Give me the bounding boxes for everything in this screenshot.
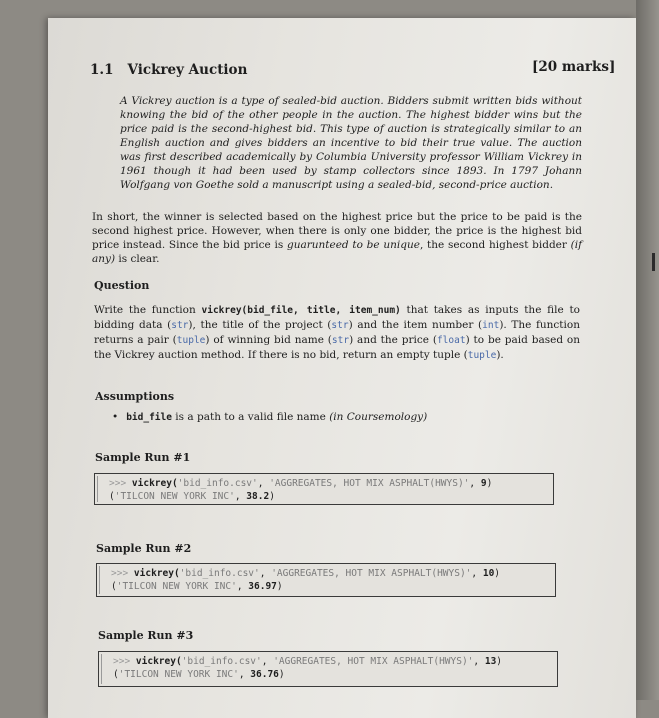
margin-mark — [652, 253, 655, 271]
question-text: ) and the price ( — [349, 334, 437, 346]
type-code: str — [331, 335, 350, 346]
code-prompt: >>> — [109, 478, 127, 489]
code-out-name: 'TILCON NEW YORK INC' — [118, 669, 239, 680]
code-arg-title: 'AGGREGATES, HOT MIX ASPHALT(HWYS)' — [273, 656, 474, 667]
code-arg-num: 10 — [482, 568, 495, 579]
code-out-close: ) — [276, 581, 283, 592]
function-signature: vickrey(bid_file, title, item_num) — [201, 305, 401, 316]
question-text: ), the title of the project ( — [188, 319, 332, 331]
sample-run-heading: Sample Run #3 — [98, 629, 194, 642]
type-code: str — [171, 320, 189, 331]
sample-run-heading: Sample Run #1 — [95, 451, 191, 464]
code-sep: , — [469, 478, 481, 489]
question-paragraph — [94, 303, 580, 363]
type-code: str — [331, 320, 349, 331]
summary-paragraph — [92, 210, 582, 266]
type-code: tuple — [467, 350, 497, 361]
type-code: float — [436, 335, 466, 346]
code-function: vickrey( — [133, 568, 180, 579]
code-function: vickrey( — [131, 478, 178, 489]
marks-label: [20 marks] — [532, 59, 616, 75]
assumption-code: bid_file — [126, 412, 172, 423]
type-code: int — [482, 320, 500, 331]
summary-text: In short, the winner is selected based on the highest price but the price to be paid is the second highest price. However, when there is only one bidder, the price is the highest bid price instead. Since the bid price is — [92, 211, 582, 251]
assumption-item — [112, 411, 427, 423]
type-code: tuple — [176, 335, 206, 346]
code-out-close: ) — [278, 669, 285, 680]
page-edge — [636, 0, 659, 700]
question-text: Write the function — [94, 304, 202, 316]
code-output-line — [111, 580, 549, 593]
code-prompt: >>> — [111, 568, 129, 579]
code-out-name: 'TILCON NEW YORK INC' — [114, 491, 235, 502]
sample-run-code — [96, 563, 556, 597]
question-text: ). — [496, 349, 504, 361]
section-heading — [90, 62, 247, 78]
question-text: ). The function returns a pair ( — [94, 319, 580, 346]
summary-text: is clear. — [115, 253, 160, 265]
sample-run-heading: Sample Run #2 — [96, 542, 192, 555]
code-sep: , — [257, 478, 270, 489]
question-text: ) and the item number ( — [348, 319, 483, 331]
assumptions-heading: Assumptions — [95, 390, 175, 403]
code-arg-file: 'bid_info.csv' — [179, 568, 260, 579]
code-sep: , — [236, 581, 249, 592]
bullet-icon: • — [112, 411, 119, 423]
code-call-line — [113, 655, 551, 668]
sample-run-code — [94, 473, 554, 505]
code-output-line — [109, 490, 547, 503]
summary-text: , the second highest bidder — [419, 239, 571, 251]
code-out-open: ( — [111, 581, 117, 592]
code-arg-title: 'AGGREGATES, HOT MIX ASPHALT(HWYS)' — [271, 568, 472, 579]
code-sep: , — [471, 568, 483, 579]
code-sep: , — [238, 669, 251, 680]
assumption-note: (in Coursemology) — [329, 411, 428, 423]
code-out-price: 36.97 — [248, 581, 277, 592]
code-arg-num: 13 — [484, 656, 497, 667]
code-out-close: ) — [269, 491, 275, 502]
code-out-price: 36.76 — [250, 669, 279, 680]
code-arg-file: 'bid_info.csv' — [177, 478, 258, 489]
code-sep: , — [473, 656, 485, 667]
code-arg-title: 'AGGREGATES, HOT MIX ASPHALT(HWYS)' — [269, 478, 470, 489]
code-close: ) — [494, 568, 501, 579]
sample-run-code — [98, 651, 558, 687]
code-function: vickrey( — [135, 656, 182, 667]
code-prompt: >>> — [113, 656, 131, 667]
code-arg-num: 9 — [480, 478, 487, 489]
code-out-name: 'TILCON NEW YORK INC' — [116, 581, 237, 592]
section-number: 1.1 — [90, 62, 114, 78]
code-sep: , — [234, 491, 247, 502]
code-arg-file: 'bid_info.csv' — [181, 656, 262, 667]
code-call-line — [109, 477, 547, 490]
assumption-text: is a path to a valid file name — [171, 411, 330, 423]
code-call-line — [111, 567, 549, 580]
code-gutter — [97, 476, 103, 502]
question-heading: Question — [94, 279, 150, 292]
code-gutter — [101, 654, 107, 684]
code-sep: , — [261, 656, 274, 667]
code-sep: , — [259, 568, 272, 579]
section-title: Vickrey Auction — [127, 62, 248, 78]
code-close: ) — [496, 656, 503, 667]
code-close: ) — [486, 478, 493, 489]
intro-paragraph: A Vickrey auction is a type of sealed-bid auction. Bidders submit written bids without knowing the bid of the other people in the auction. The highest bidder wins but the price paid is the second-highest bid. This type of auction is strategically similar to an English auction and gives bidders an incentive to bid their true value. The auction was first described academically by Columbia University professor William Vickrey in 1961 though it had been used by stamp collectors since 1893. In 1797 Johann Wolfgang von Goethe sold a manuscript using a sealed-bid, second-price auction. — [120, 95, 582, 191]
code-out-open: ( — [113, 669, 119, 680]
question-text: that takes as inputs the file to bidding data ( — [94, 304, 580, 331]
summary-emphasis: (if any) — [92, 239, 582, 265]
code-output-line — [113, 668, 551, 681]
code-out-price: 38.2 — [246, 491, 270, 502]
code-gutter — [99, 566, 105, 594]
question-text: ) to be paid based on the Vickrey auction method. If there is no bid, return an empty tuple ( — [94, 334, 581, 361]
question-text: ) of winning bid name ( — [205, 334, 332, 346]
summary-emphasis: guarunteed to be unique — [287, 239, 420, 251]
code-out-open: ( — [109, 491, 115, 502]
